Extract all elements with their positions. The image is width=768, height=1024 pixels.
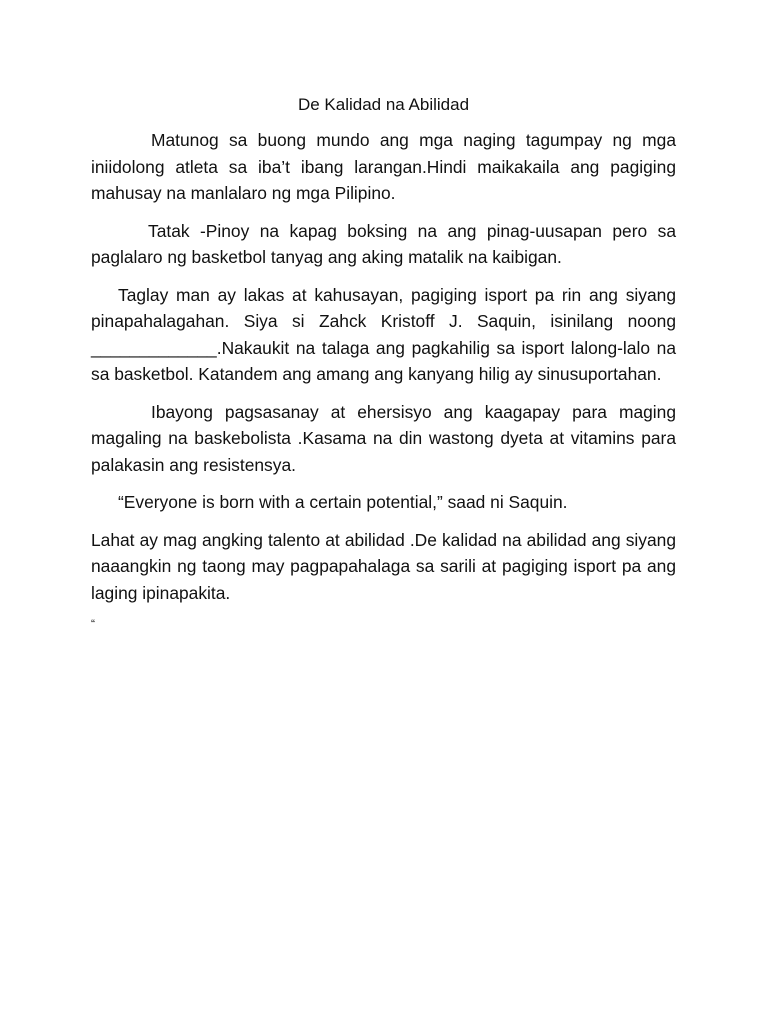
paragraph-5-quote: “Everyone is born with a certain potential,” saad ni Saquin. <box>118 492 568 512</box>
document-title: De Kalidad na Abilidad <box>297 95 470 114</box>
paragraph-6: Lahat ay mag angking talento at abilidad .De kalidad na abilidad ang siyang naaangkin ng taong may pagpapahalaga sa sarili at pagiging isport pa ang laging ipinapakita. <box>91 529 676 603</box>
paragraph-4: Ibayong pagsasanay at ehersisyo ang kaagapay para maging magaling na baskebolista .Kasama na din wastong dyeta at vitamins para palakasin ang resistensya. <box>91 401 676 475</box>
document-page <box>91 92 676 631</box>
paragraph-2: Tatak -Pinoy na kapag boksing na ang pinag-uusapan pero sa paglalaro ng basketbol tanyag ang aking matalik na kaibigan. <box>91 220 676 267</box>
paragraph-3: Taglay man ay lakas at kahusayan, pagiging isport pa rin ang siyang pinapahalagahan. Siya si Zahck Kristoff J. Saquin, isinilang noong _____________.Nakaukit na talaga ang pagkahilig sa isport lalong-lalo na sa basketbol. Katandem ang amang ang kanyang hilig ay sinusuportahan. <box>91 284 676 384</box>
paragraph-1: Matunog sa buong mundo ang mga naging tagumpay ng mga iniidolong atleta sa iba’t ibang larangan.Hindi maikakaila ang pagiging mahusay na manlalaro ng mga Pilipino. <box>91 130 676 203</box>
trailing-quote-mark: “ <box>91 617 95 631</box>
